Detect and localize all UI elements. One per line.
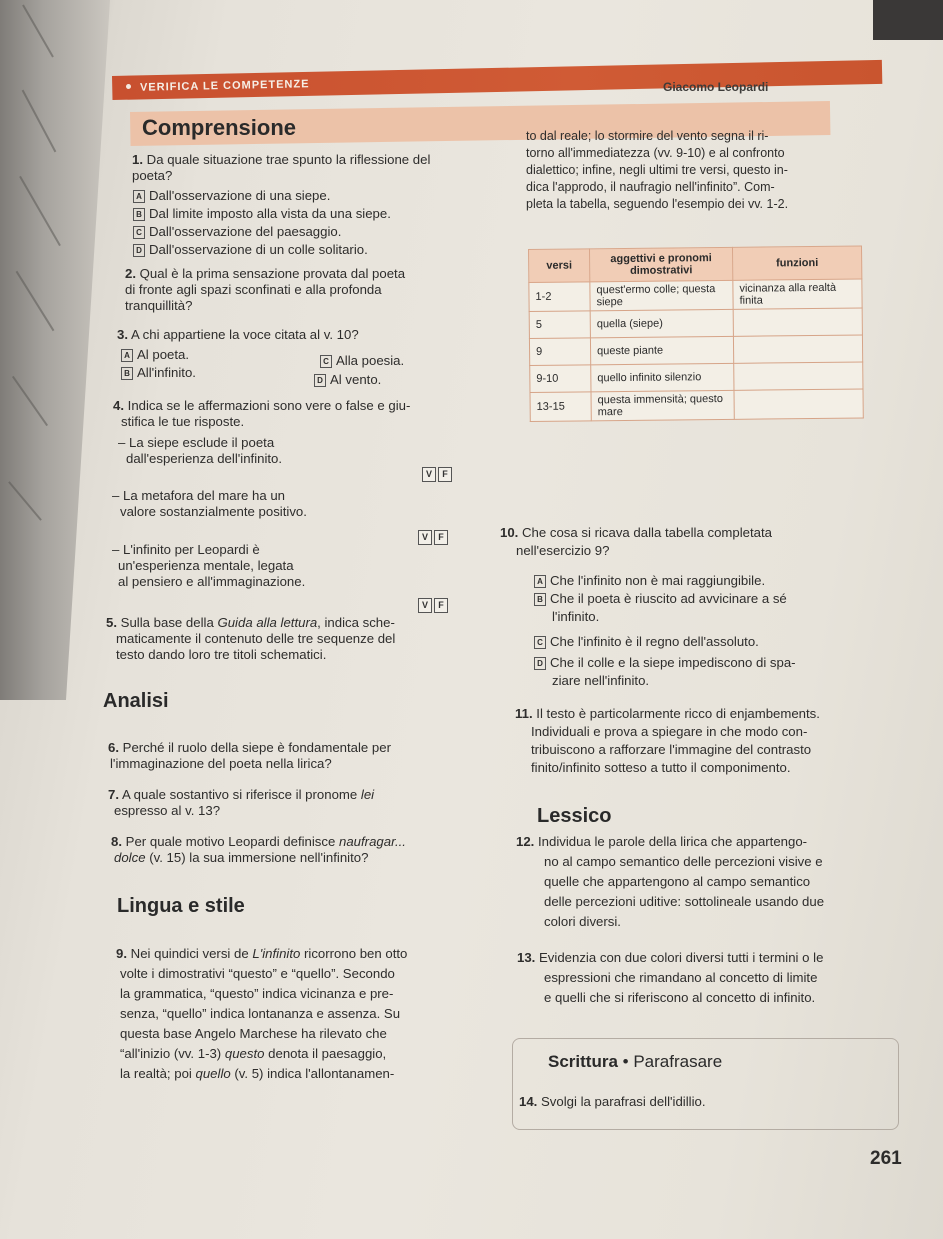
q4-statement-3: – L'infinito per Leopardi è — [112, 542, 260, 557]
book-page: VERIFICA LE COMPETENZE Giacomo Leopardi Comprensione 1. Da quale situazione trae spunto la riflessione del poeta? A Dall'osservazione di una siepe. B Dal limite imposto alla vista da una siepe. C Dall'osservazione del paesaggio. D Dall'osservazione di un colle solitario. 2. Qual è la prima sensazione provata dal poeta di fronte agli spazi sconfinati e alla profonda tranquillità? 3. A chi appartiene la voce citata al v. 10? A Al poeta. B All'infinito. C Alla poesia. D Al vento. 4. Indica se le affermazioni sono vere o false e giu- stifica le tue risposte. – La siepe esclude il poeta dall'esperienza dell'infinito. V F – La metafora del mare ha un valore sostanzialmente positivo. V F – L'infinito per Leopardi è un'esperienza mentale, legata al pensiero e all'immaginazione. V F 5. Sulla base della Guida alla lettura, indica sche- maticamente il contenuto delle tre sequenze del testo dando loro tre titoli schematici. Analisi 6. Perché il ruolo della siepe è fondamentale per l'immaginazione del poeta nella lirica? 7. A quale sostantivo si riferisce il pronome lei espresso al v. 13? 8. Per quale motivo Leopardi definisce naufragar... dolce (v. 15) la sua immersione nell'infinito? Lingua e stile 9. Nei quindici versi de L'infinito ricorrono ben otto volte i dimostrativi “questo” e “quello”. Secondo la grammatica, “questo” indica vicinanza e pre- senza, “quello” indica lontananza e assenza. Su questa base Angelo Marchese ha rilevato che “all'inizio (vv. 1-3) questo denota il paesaggio, la realtà; poi quello (v. 5) indica l'allontanamen- to dal reale; lo stormire del vento segna il ri- torno all'immediatezza (vv. 9-10) e al confronto dialettico; infine, negli ultimi tre versi, questo in- dica l'approdo, il naufragio nell'infinito”. Com- pleta la tabella, seguendo l'esempio dei vv. 1-2. versi aggettivi e pronomi dimostrativi funzioni 1-2 quest'ermo colle; questa siepe vicinanza alla realtà finita 5 quella (siepe) 9 queste piante 9-10 quello infinito silenzio 13-15 questa immensità; questo mare 10. Che cosa si ricava dalla tabella completata nell'esercizio 9? A Che l'infinito non è mai raggiungibile. B Che il poeta è riuscito ad avvicinare a sé l'infinito. C Che l'infinito è il regno dell'assoluto. D Che il colle e la siepe impediscono di spa- ziare nell'infinito. 11. Il testo è particolarmente ricco di enjambements. Individuali e prova a spiegare in che modo con- tribuiscono a rafforzare l'immagine del contrasto finito/infinito sotteso a tutto il componimento. Lessico 12. Individua le parole della lirica che appartengo- no al campo semantico delle percezioni visive e quelle che appartengono al campo semantico delle percezioni uditive: sottolineale usando due colori diversi. 13. Evidenzia con due colori diversi tutti i termini o le espressioni che rimandano al concetto di limite e quelli che si riferiscono al concetto di infinito. Scrittura • Parafrasare 14. Svolgi la parafrasi dell'idillio. 261 — [0, 0, 943, 1239]
question-11: 11. Il testo è particolarmente ricco di enjambements. — [515, 706, 820, 721]
question-7: 7. A quale sostantivo si riferisce il pronome lei — [108, 787, 375, 802]
question-6: 6. Perché il ruolo della siepe è fondamentale per — [108, 740, 391, 755]
q1-option-d[interactable]: D Dall'osservazione di un colle solitario. — [133, 242, 368, 257]
q3-option-d[interactable]: D Al vento. — [314, 372, 381, 387]
table-row: 9-10 quello infinito silenzio — [530, 362, 863, 392]
section-title-analisi: Analisi — [103, 690, 169, 712]
right-intro-line-2: torno all'immediatezza (vv. 9-10) e al confronto — [526, 146, 785, 160]
table-row: 5 quella (siepe) — [529, 308, 862, 338]
q4-statement-1: – La siepe esclude il poeta — [118, 435, 275, 450]
q1-option-c[interactable]: C Dall'osservazione del paesaggio. — [133, 224, 341, 239]
q10-option-a[interactable]: A Che l'infinito non è mai raggiungibile. — [534, 573, 765, 588]
q3-option-a[interactable]: A Al poeta. — [121, 347, 189, 362]
q4-truefalse-3[interactable]: V F — [418, 598, 450, 613]
demonstratives-table — [528, 246, 864, 422]
scrittura-title: Scrittura • Parafrasare — [548, 1052, 723, 1071]
header-bullet-icon — [126, 84, 131, 89]
table-header-versi: versi — [529, 249, 590, 283]
q10-option-c[interactable]: C Che l'infinito è il regno dell'assoluto. — [534, 634, 759, 649]
author-label: Giacomo Leopardi — [663, 80, 769, 94]
question-9: 9. Nei quindici versi de L'infinito ricorrono ben otto — [116, 946, 408, 961]
previous-page-edge — [0, 0, 110, 700]
table-header-dimostrativi: aggettivi e pronomi dimostrativi — [590, 247, 733, 281]
q1-option-a[interactable]: A Dall'osservazione di una siepe. — [133, 188, 330, 203]
section-header-label: VERIFICA LE COMPETENZE — [139, 78, 310, 94]
right-intro-line-4: dica l'approdo, il naufragio nell'infinito”. Com- — [526, 180, 775, 194]
table-header-funzioni: funzioni — [732, 246, 861, 280]
question-10: 10. Che cosa si ricava dalla tabella completata — [500, 525, 772, 540]
dark-background-corner — [873, 0, 943, 40]
table-row: 9 queste piante — [529, 335, 862, 365]
table-row: 13-15 questa immensità; questo mare — [530, 389, 863, 421]
question-13: 13. Evidenzia con due colori diversi tutti i termini o le — [517, 950, 824, 965]
question-8: 8. Per quale motivo Leopardi definisce naufragar... — [111, 834, 406, 849]
right-intro-line-1: to dal reale; lo stormire del vento segna il ri- — [526, 129, 769, 143]
question-4: 4. Indica se le affermazioni sono vere o false e giu- — [113, 398, 411, 413]
section-title-lessico: Lessico — [537, 805, 612, 827]
question-12: 12. Individua le parole della lirica che appartengo- — [516, 834, 808, 849]
section-title-lingua-e-stile: Lingua e stile — [117, 895, 245, 917]
q4-truefalse-1[interactable]: V F — [422, 467, 454, 482]
question-14: 14. Svolgi la parafrasi dell'idillio. — [519, 1094, 706, 1109]
question-5: 5. Sulla base della Guida alla lettura, indica sche- — [106, 615, 395, 630]
q10-option-d[interactable]: D Che il colle e la siepe impediscono di spa- — [534, 655, 796, 670]
right-intro-line-5: pleta la tabella, seguendo l'esempio dei vv. 1-2. — [526, 197, 789, 211]
section-title-comprensione: Comprensione — [142, 115, 297, 140]
table-row: 1-2 quest'ermo colle; questa siepe vicinanza alla realtà finita — [529, 279, 862, 311]
q10-option-b[interactable]: B Che il poeta è riuscito ad avvicinare a sé — [534, 591, 787, 606]
right-intro-line-3: dialettico; infine, negli ultimi tre versi, questo in- — [526, 163, 788, 177]
question-3: 3. A chi appartiene la voce citata al v. 10? — [117, 327, 359, 342]
q3-option-b[interactable]: B All'infinito. — [121, 365, 196, 380]
question-1: 1. Da quale situazione trae spunto la riflessione del — [132, 152, 431, 167]
q4-statement-2: – La metafora del mare ha un — [112, 488, 286, 503]
question-2: 2. Qual è la prima sensazione provata dal poeta — [125, 266, 406, 281]
q1-option-b[interactable]: B Dal limite imposto alla vista da una siepe. — [133, 206, 391, 221]
page-number: 261 — [870, 1148, 902, 1169]
q3-option-c[interactable]: C Alla poesia. — [320, 353, 404, 368]
q4-truefalse-2[interactable]: V F — [418, 530, 450, 545]
